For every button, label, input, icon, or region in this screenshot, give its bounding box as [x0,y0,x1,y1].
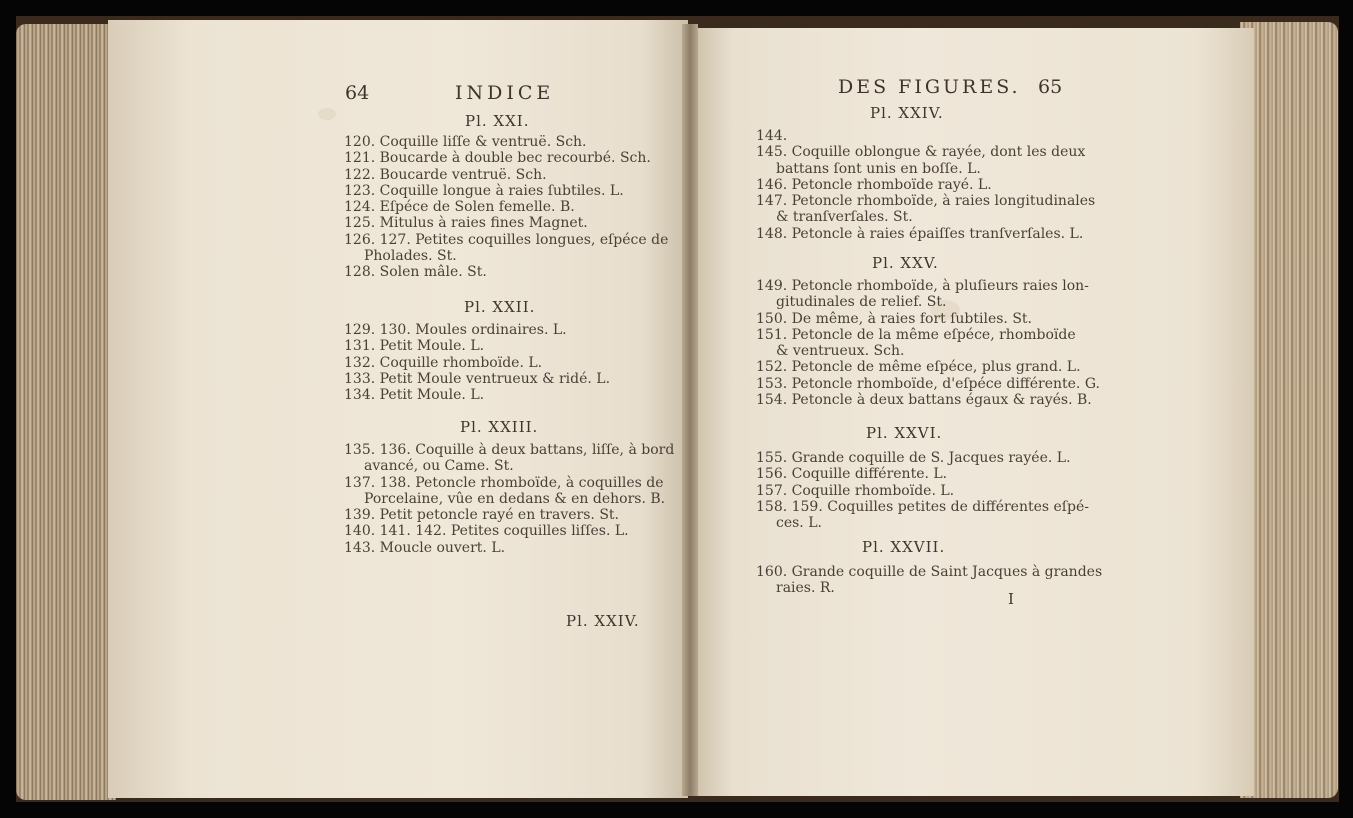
index-entry: 158. 159. Coquilles petites de différentes eſpé- ces. L. [756,498,1089,532]
plate-heading: Pl. XXI. [465,112,530,130]
index-entry: 133. Petit Moule ventrueux & ridé. L. [344,370,611,387]
left-page-number: 64 [345,82,370,104]
left-running-title: INDICE [455,82,555,104]
right-page-number: 65 [1038,76,1063,98]
index-entry: 123. Coquille longue à raies ſubtiles. L. [344,182,624,199]
plate-heading: Pl. XXVI. [866,424,943,442]
right-page-edges [1240,22,1338,798]
index-entry: 121. Boucarde à double bec recourbé. Sch. [344,150,651,167]
index-entry: 143. Moucle ouvert. L. [344,539,506,556]
left-running-head [345,82,555,106]
index-entry: 135. 136. Coquille à deux battans, liſſe, à bord avancé, ou Came. St. [344,442,675,475]
index-entry: 146. Petoncle rhomboïde rayé. L. [756,176,992,193]
index-entry: 147. Petoncle rhomboïde, à raies longitudinales & tranſverſales. St. [756,193,1096,226]
plate-heading: Pl. XXVII. [862,538,946,556]
index-entry: 150. De même, à raies fort ſubtiles. St. [756,310,1032,327]
catchword: Pl. XXIV. [566,612,640,630]
index-entry: 149. Petoncle rhomboïde, à pluſieurs raies lon- gitudinales de relief. St. [756,278,1089,311]
signature-mark: I [1008,590,1014,608]
book-gutter [682,24,698,796]
index-entry: 152. Petoncle de même eſpéce, plus grand. L. [756,359,1081,376]
index-entry: 128. Solen mâle. St. [344,264,487,281]
index-entry: 144. [756,128,788,144]
index-entry: 122. Boucarde ventruë. Sch. [344,166,547,183]
entry-list [756,278,1100,408]
index-entry: 125. Mitulus à raies fines Magnet. [344,215,588,232]
index-entry: 157. Coquille rhomboïde. L. [756,482,955,499]
left-page-edges [16,24,116,800]
entry-list [344,322,610,403]
index-entry: 145. Coquille oblongue & rayée, dont les deux battans ſont unis en boſſe. L. [756,144,1086,177]
entry-list [756,128,1095,242]
entry-list [344,442,674,556]
index-entry: 140. 141. 142. Petites coquilles liſſes. L. [344,523,629,540]
plate-heading: Pl. XXII. [464,298,536,316]
index-entry: 153. Petoncle rhomboïde, d'eſpéce différente. G. [756,375,1100,392]
index-entry: 120. Coquille liſſe & ventruë. Sch. [344,134,587,150]
index-entry: 126. 127. Petites coquilles longues, eſpéce de Pholades. St. [344,231,669,265]
index-entry: 148. Petoncle à raies épaiſſes tranſverſales. L. [756,225,1084,242]
index-entry: 132. Coquille rhomboïde. L. [344,354,543,371]
index-entry: 129. 130. Moules ordinaires. L. [344,322,567,338]
index-entry: 124. Eſpéce de Solen femelle. B. [344,199,575,216]
index-entry: 151. Petoncle de la même eſpéce, rhomboïde & ventrueux. Sch. [756,326,1076,360]
right-running-title: DES FIGURES. [838,76,1021,98]
index-entry: 137. 138. Petoncle rhomboïde, à coquilles de Porcelaine, vûe en dedans & en dehors. B. [344,474,666,507]
entry-list [344,134,668,281]
plate-heading: Pl. XXIII. [460,418,539,436]
index-entry: 154. Petoncle à deux battans égaux & rayés. B. [756,392,1092,409]
index-entry: 134. Petit Moule. L. [344,387,485,404]
index-entry: 155. Grande coquille de S. Jacques rayée. L. [756,450,1071,466]
plate-heading: Pl. XXIV. [870,104,944,122]
plate-heading: Pl. XXV. [872,254,939,272]
index-entry: 131. Petit Moule. L. [344,338,485,355]
index-entry: 160. Grande coquille de Saint Jacques à grandes raies. R. [756,564,1103,597]
entry-list [756,450,1089,531]
index-entry: 139. Petit petoncle rayé en travers. St. [344,507,619,524]
right-running-head [838,76,1063,100]
index-entry: 156. Coquille différente. L. [756,466,948,483]
entry-list [756,564,1102,597]
foxing-spot [318,108,336,120]
